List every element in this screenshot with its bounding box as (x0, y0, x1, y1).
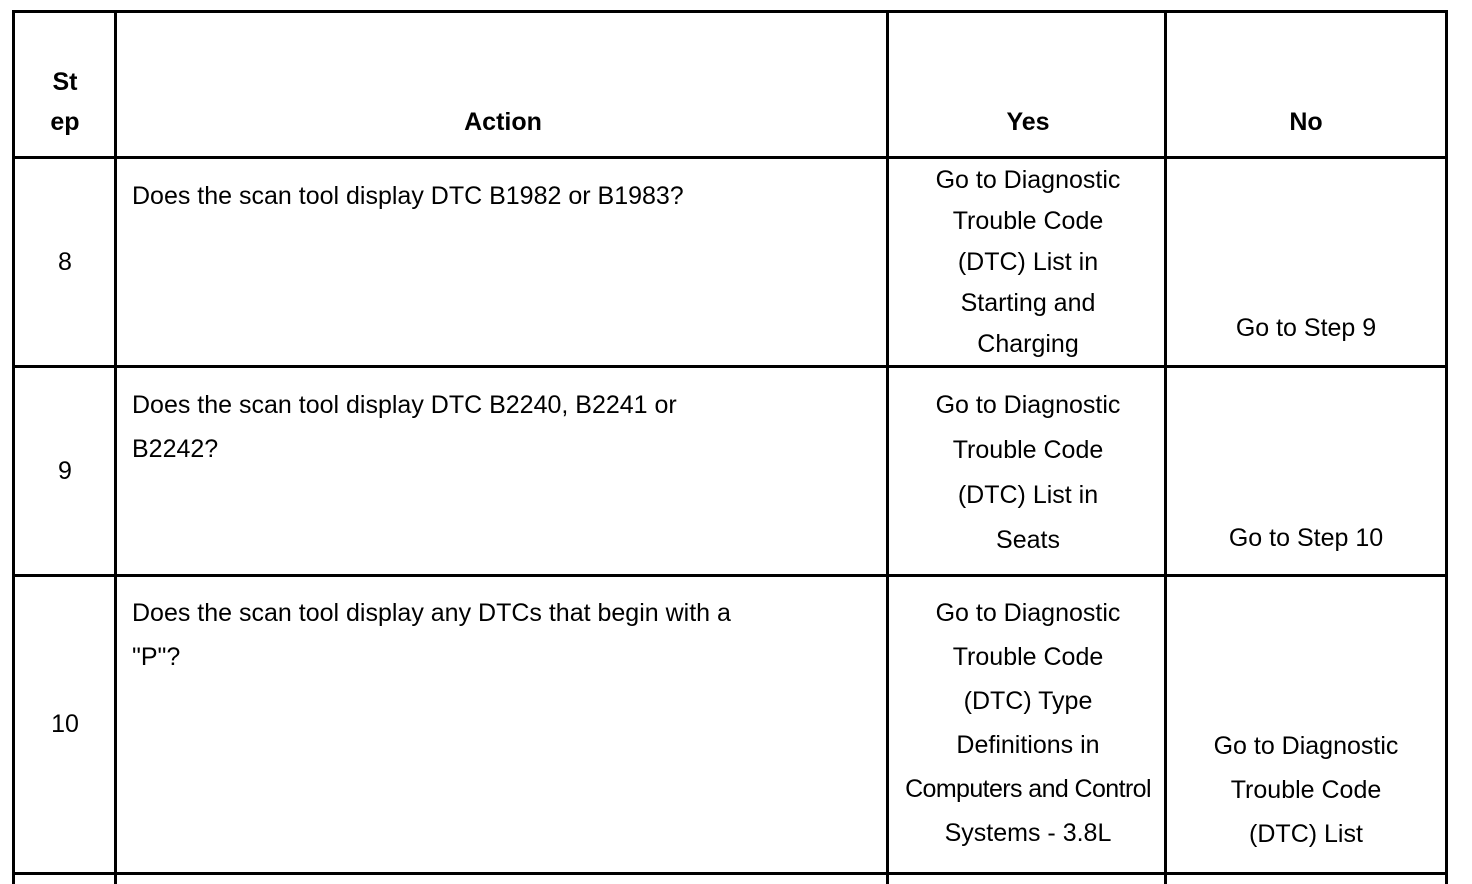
yes-result (890, 393, 1166, 573)
diagnostic-steps-table (12, 10, 1448, 884)
table-border-right (1445, 10, 1448, 884)
no-result (1168, 526, 1444, 551)
header-step (15, 70, 115, 150)
step-number: 8 (58, 248, 72, 276)
yes-line: (DTC) List in (957, 248, 1099, 276)
action-line: Does the scan tool display any DTCs that begin with a (132, 599, 731, 627)
action-text (132, 184, 872, 209)
no-line: Go to Step 9 (1235, 314, 1377, 342)
no-line: Trouble Code (1230, 776, 1382, 804)
action-line: Does the scan tool display DTC B2240, B2241 or (132, 391, 677, 419)
yes-line: Charging (977, 330, 1079, 358)
yes-result (890, 601, 1166, 865)
yes-line: (DTC) Type (963, 687, 1093, 715)
yes-result (890, 168, 1166, 373)
action-text (132, 393, 872, 481)
yes-line: Trouble Code (952, 436, 1104, 464)
action-line: Does the scan tool display DTC B1982 or B1983? (132, 182, 684, 210)
header-step-line: ep (50, 108, 80, 136)
header-no: No (1289, 108, 1323, 136)
yes-line: Go to Diagnostic (935, 391, 1121, 419)
table-border-bottom (12, 872, 1448, 875)
yes-line: Trouble Code (952, 207, 1104, 235)
yes-line: (DTC) List in (957, 481, 1099, 509)
no-line: Go to Step 10 (1228, 524, 1384, 552)
yes-line: Go to Diagnostic (935, 599, 1121, 627)
action-line: B2242? (132, 435, 219, 463)
header-step-line: St (52, 68, 78, 96)
no-line: (DTC) List (1249, 820, 1363, 848)
yes-line: Trouble Code (952, 643, 1104, 671)
row-divider (12, 365, 1448, 368)
yes-line: Systems - 3.8L (944, 819, 1112, 847)
header-yes: Yes (1006, 108, 1050, 136)
header-divider (12, 156, 1448, 159)
table-border-top (12, 10, 1448, 13)
no-result (1168, 734, 1444, 866)
yes-line: Definitions in (956, 731, 1100, 759)
row-divider (12, 574, 1448, 577)
yes-line: Seats (996, 526, 1060, 554)
yes-line: Computers and Control (905, 775, 1151, 803)
step-number: 9 (58, 457, 72, 485)
action-line: "P"? (132, 643, 181, 671)
action-text (132, 601, 872, 689)
yes-line: Go to Diagnostic (935, 166, 1121, 194)
column-divider (886, 10, 889, 884)
no-line: Go to Diagnostic (1213, 732, 1399, 760)
header-action: Action (464, 108, 542, 136)
yes-line: Starting and (960, 289, 1096, 317)
step-number: 10 (51, 710, 79, 738)
no-result (1168, 316, 1444, 341)
